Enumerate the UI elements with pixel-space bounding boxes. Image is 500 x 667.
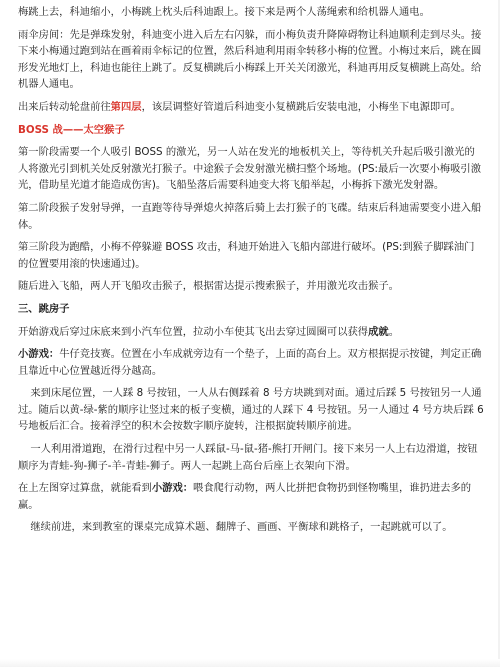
paragraph-slide: 一人利用滑道跑，在滑行过程中另一人踩鼠-马-鼠-猪-熊打开闸门。接下来另一人上右边滑道，按钮顺序为青蛙-狗-狮子-羊-青蛙-狮子。两人一起跳上高台后座上衣架向下滑。 <box>18 443 478 472</box>
paragraph-bed-end: 来到床尾位置，一人踩 8 号按钮，一人从右侧踩着 8 号方块跳到对面。通过后踩 5 号按钮另一人通过。随后以黄-绿-紫的顺序让竖过来的板子变横，通过的人踩下 4 号按钮。另一人通过 4 号方块后踩 6 号地板后汇合。接着浮空的积木会按数字顺序旋转，注根据旋转顺序前进。 <box>18 387 484 433</box>
paragraph-boss-phase3: 第三阶段为跑酷，小梅不停躲避 BOSS 攻击，科迪开始进入飞船内部进行破坏。(PS:到猴子脚踩油门的位置要用滚的快速通过)。 <box>18 241 475 270</box>
paragraph-achievement <box>18 324 484 341</box>
floor-highlight: 第四层 <box>110 100 142 113</box>
paragraph-abacus <box>18 480 484 513</box>
paragraph-robot: 梅跳上去，科迪缩小，小梅跳上枕头后科迪跟上。接下来是两个人荡绳索和给机器人通电。 <box>18 6 430 18</box>
paragraph-fourth-floor <box>18 99 484 116</box>
boss-heading: BOSS 战——太空猴子 <box>18 123 125 136</box>
minigame-label: 小游戏： <box>151 482 194 495</box>
text-segment: 在上左图穿过算盘，就能看到 <box>18 482 152 495</box>
minigame-label: 小游戏： <box>18 348 60 361</box>
bottom-fade <box>0 659 500 667</box>
text-segment: 出来后转动轮盘前往 <box>18 100 111 113</box>
text-segment: ，该层调整好管道后科迪变小复横跳后安装电池，小梅坐下电源即可。 <box>141 100 461 113</box>
paragraph-minigame-rodeo <box>18 346 484 379</box>
text-segment: 喂食爬行动物，两人比拼把食物扔到怪物嘴里，谁扔进去多的赢。 <box>18 482 472 511</box>
text-segment: 牛仔竞技赛。位置在小车成就旁边有一个垫子，上面的高台上。双方根据提示按键，判定正确且靠近中心位置越近得分越高。 <box>18 348 482 377</box>
text-segment: 。 <box>388 325 399 338</box>
paragraph-classroom: 继续前进，来到教室的课桌完成算术题、翻牌子、画画、平衡球和跳格子，一起跳就可以了。 <box>30 521 453 534</box>
paragraph-boss-phase1: 第一阶段需要一个人吸引 BOSS 的激光，另一人站在发光的地板机关上，等待机关升起后吸引激光的人将激光引到机关处反射激光打猴子。中途猴子会发射激光横扫整个场地。(PS:最后一次要小梅吸引激光，借助星光道才能造成伤害)。飞船坠落后需要科迪变大将飞船举起，小梅拆下激光发射器。 <box>18 146 481 192</box>
paragraph-boss-phase2: 第二阶段猴子发射导弹，一直跑等待导弹熄火掉落后骑上去打猴子的飞碟。结束后科迪需要变小进入船体。 <box>18 201 482 231</box>
paragraph-spaceship: 随后进入飞船，两人开飞船攻击猴子，根据雷达提示搜索猴子，并用激光攻击猴子。 <box>18 280 399 293</box>
text-segment: 开始游戏后穿过床底来到小汽车位置，拉动小车使其飞出去穿过圆圈可以获得 <box>18 325 369 338</box>
article-body <box>18 4 484 542</box>
paragraph-umbrella-room: 雨伞房间：先是弹珠发射，科迪变小进入后左右闪躲，而小梅负责升降障碍物让科迪顺利走到尽头。接下来小梅通过跑到站在画着雨伞标记的位置，然后科迪利用雨伞转移小梅的位置。小梅过来后，跳在圆形发光地灯上，科迪也能往上跳了。反复横跳后小梅踩上开关关闭激光，科迪再用反复横跳上高处。给机器人通电。 <box>18 28 482 91</box>
achievement-label: 成就 <box>368 325 389 338</box>
section-heading-hopscotch: 三、跳房子 <box>18 302 70 315</box>
